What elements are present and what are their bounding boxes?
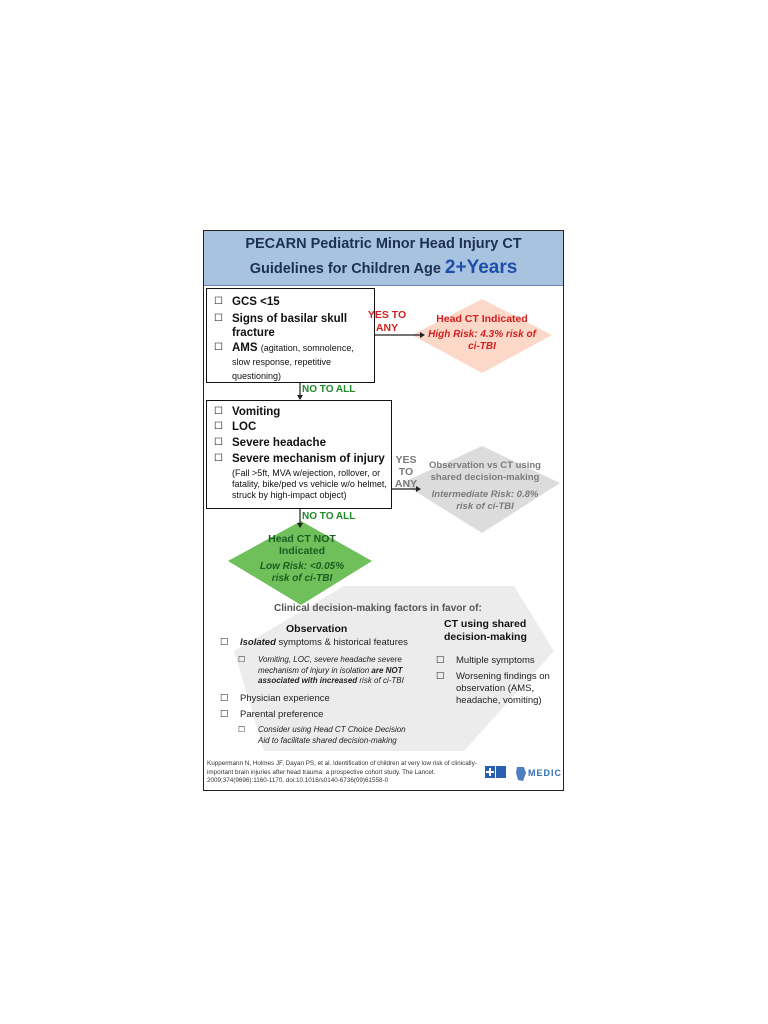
criterion-basilar-label: Signs of basilar skull fracture [232,313,348,339]
criterion-ams [214,341,372,383]
isolated-label: Isolated [240,637,276,648]
worsening-findings-label: Worsening findings on observation (AMS, headache, vomiting) [456,671,550,706]
high-risk-detail: High Risk: 4.3% risk of ci-TBI [428,329,536,352]
yes-to-any-label-1: YES TO ANY [367,309,407,334]
factors-heading: Clinical decision-making factors in favor of: [274,603,482,614]
checkbox-icon: ☐ [436,655,445,666]
obs-item-parental [220,709,324,721]
medic-logo [514,765,562,787]
obs-item-isolated [220,637,430,649]
criterion-loc-label: LOC [232,421,257,433]
no-to-all-label-1: NO TO ALL [302,384,356,395]
criterion-vomiting [214,405,281,419]
checkbox-icon: ☐ [214,313,223,324]
checkbox-icon: ☐ [214,296,223,307]
intermediate-title: Observation vs CT using shared decision-making [429,460,541,483]
low-risk-title: Head CT NOT Indicated [268,533,336,557]
criterion-headache [214,436,326,450]
high-risk-criteria-box [206,288,375,383]
obs-subitem-isolation [238,655,428,687]
yes-to-any-label-2: YES TO ANY [394,454,418,490]
criterion-loc [214,420,257,434]
ct-item-multiple [436,655,535,667]
shield-cross-icon [484,763,510,783]
isolation-text-c: risk of ci-TBI [357,676,404,685]
title-line-1: PECARN Pediatric Minor Head Injury CT [245,236,522,252]
parental-preference-label: Parental preference [240,709,324,720]
checkbox-icon: ☐ [220,693,229,704]
criterion-mechanism-label: Severe mechanism of injury [232,453,385,465]
physician-experience-label: Physician experience [240,693,330,704]
mechanism-detail: (Fall >5ft, MVA w/ejection, rollover, or fatality, bike/ped vs vehicle w/o helmet, struck by high-impact object) [232,468,387,500]
checkbox-icon: ☐ [214,406,223,417]
high-risk-text [426,313,538,353]
michigan-map-icon [514,765,528,783]
checkbox-icon: ☐ [436,671,445,682]
age-highlight: 2+Years [444,257,518,278]
checkbox-icon: ☐ [220,709,229,720]
medic-wordmark: MEDIC [528,768,562,778]
checkbox-icon: ☐ [214,453,223,464]
criterion-gcs [214,295,280,309]
criterion-gcs-label: GCS <15 [232,296,280,308]
high-risk-title: Head CT Indicated [436,313,528,325]
checkbox-icon: ☐ [238,655,246,664]
decision-aid-text: Consider using Head CT Choice Decision Aid to facilitate shared decision-making [258,725,406,745]
ct-item-worsening [436,671,556,707]
isolation-text-a: Vomiting, LOC, severe headache severe mechanism of injury in isolation [258,655,402,675]
low-risk-text [256,533,348,585]
checkbox-icon: ☐ [220,637,229,648]
intermediate-detail: Intermediate Risk: 0.8% risk of ci-TBI [431,489,539,512]
intermediate-risk-text [424,460,546,513]
checkbox-icon: ☐ [214,421,223,432]
criterion-vomiting-label: Vomiting [232,406,281,418]
ams-detail: (agitation, somnolence, slow response, repetitive questioning) [232,343,354,381]
insurer-logo [484,763,510,783]
criterion-mechanism [214,452,387,501]
title-line-2 [204,257,563,279]
isolation-text-b: are NOT associated with increased [258,665,403,685]
ct-shared-title: CT using shared decision-making [444,618,527,643]
checkbox-icon: ☐ [238,725,246,734]
isolated-rest: symptoms & historical features [275,637,408,648]
citation: Kuppermann N, Holmes JF, Dayan PS, et al. Identification of children at very low risk of clinically-important brain injuries after head trauma: a prospective cohort study. The Lancet. 2009;374(9696):1160-1170. doi:10.1016/s0140-6736(09)61558-0 [207,760,477,784]
pecarn-guideline-card [203,230,564,791]
obs-item-physician [220,693,330,705]
observation-title: Observation [286,623,348,635]
title-banner [204,231,563,286]
checkbox-icon: ☐ [214,342,223,353]
criterion-headache-label: Severe headache [232,437,326,449]
obs-subitem-decision-aid [238,725,418,746]
multiple-symptoms-label: Multiple symptoms [456,655,535,666]
criterion-basilar-fracture [214,312,362,340]
low-risk-detail: Low Risk: <0.05% risk of ci-TBI [259,561,345,584]
no-to-all-label-2: NO TO ALL [302,511,356,522]
criterion-ams-label: AMS [232,342,258,354]
intermediate-criteria-box [206,400,392,509]
title-line-2-prefix: Guidelines for Children Age [249,261,445,277]
checkbox-icon: ☐ [214,437,223,448]
